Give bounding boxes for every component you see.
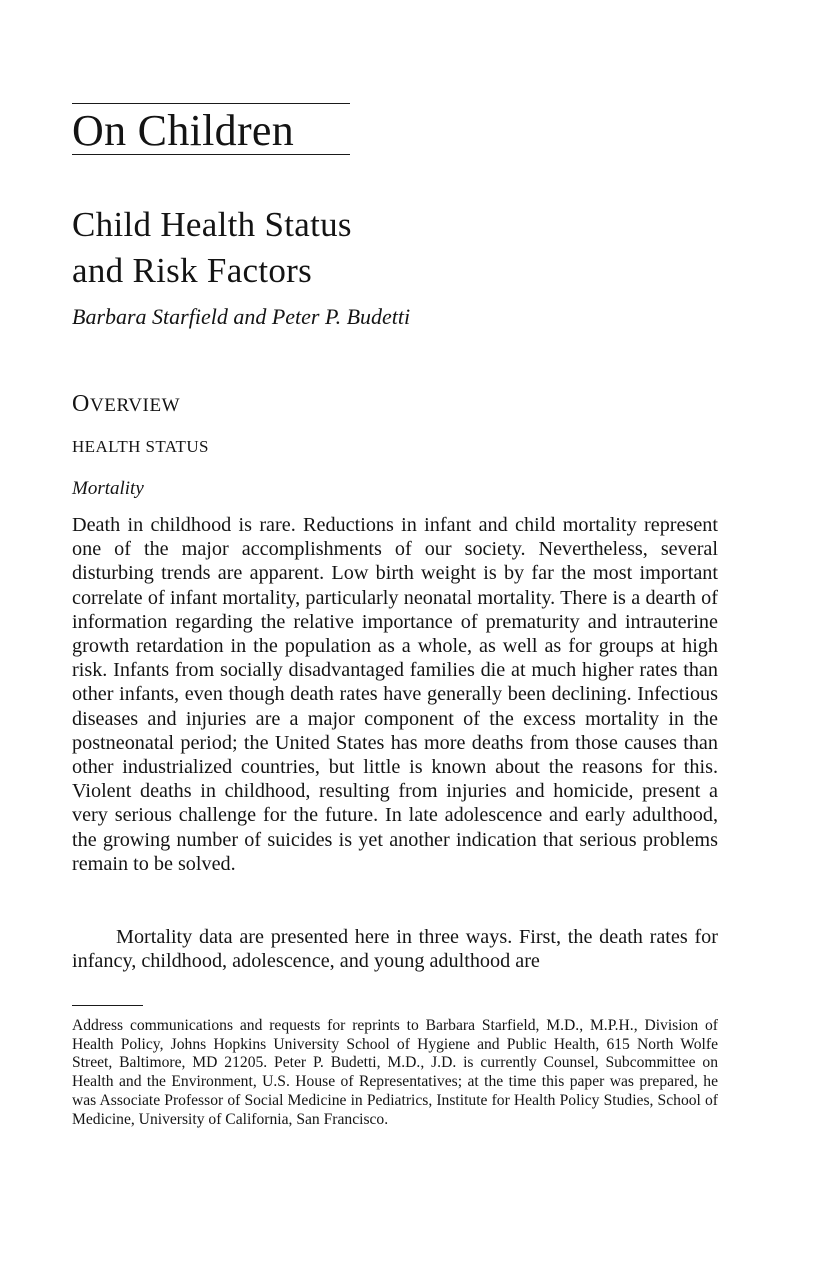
section-rule-top <box>72 103 350 104</box>
footnote-rule <box>72 1005 143 1006</box>
body-paragraph-2: Mortality data are presented here in three ways. First, the death rates for infancy, childhood, adolescence, and young adulthood are <box>72 926 718 973</box>
health-status-heading: HEALTH STATUS <box>72 437 209 456</box>
section-rule-bottom <box>72 154 350 155</box>
section-title: On Children <box>72 106 295 155</box>
mortality-heading: Mortality <box>72 478 144 499</box>
article-authors: Barbara Starfield and Peter P. Budetti <box>72 304 411 329</box>
body-paragraph-1: Death in childhood is rare. Reductions in infant and child mortality represent one of the major accomplishments of our society. Nevertheless, several disturbing trends are apparent. Low birth weight is by far the most important correlate of infant mortality, particularly neonatal mortality. There is a dearth of information regarding the relative importance of prematurity and intrauterine growth retardation in the population as a whole, as well as for groups at high risk. Infants from socially disadvantaged families die at much higher rates than other infants, even though death rates have generally been declining. Infectious diseases and injuries are a major component of the excess mortality in the postneonatal period; the United States has more deaths from those causes than other industrialized countries, but little is known about the reasons for this. Violent deaths in childhood, resulting from injuries and homicide, present a very serious challenge for the future. In late adolescence and early adulthood, the growing number of suicides is yet another indication that serious problems remain to be solved. <box>72 514 718 875</box>
article-title <box>72 202 352 294</box>
overview-initial: O <box>72 391 90 417</box>
footnote-address: Address communications and requests for reprints to Barbara Starfield, M.D., M.P.H., Division of Health Policy, Johns Hopkins University School of Hygiene and Public Health, 615 North Wolfe Street, Baltimore, MD 21205. Peter P. Budetti, M.D., J.D. is currently Counsel, Subcommittee on Health and the Environment, U.S. House of Representatives; at the time this paper was prepared, he was Associate Professor of Social Medicine in Pediatrics, Institute for Health Policy Studies, School of Medicine, University of California, San Francisco. <box>72 1017 718 1128</box>
article-title-line-2: and Risk Factors <box>72 251 313 290</box>
overview-smallcaps: VERVIEW <box>89 395 181 416</box>
article-title-line-1: Child Health Status <box>72 205 352 244</box>
overview-heading <box>72 389 180 421</box>
